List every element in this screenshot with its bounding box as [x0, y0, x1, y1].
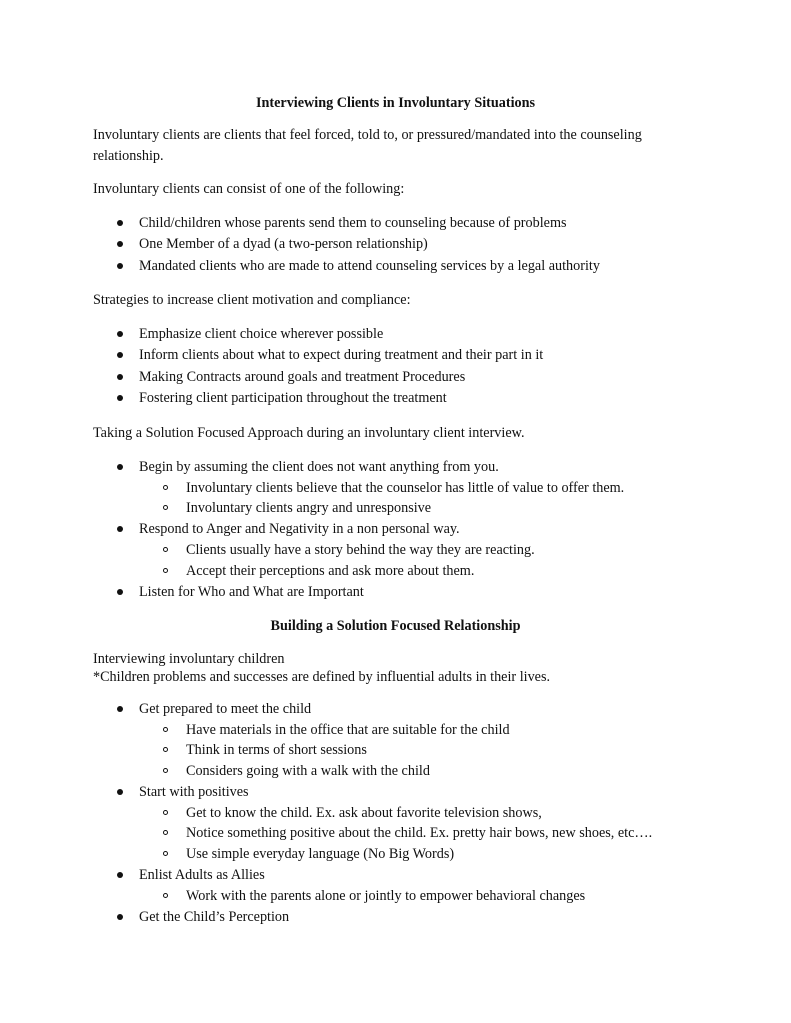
sub-bullet-icon — [163, 851, 168, 856]
list-item: Emphasize client choice wherever possible — [139, 326, 384, 342]
sub-list-item: Get to know the child. Ex. ask about favorite television shows, — [186, 805, 542, 821]
sub-list-item: Think in terms of short sessions — [186, 742, 367, 758]
document-title: Interviewing Clients in Involuntary Situations — [255, 95, 536, 111]
sub-list-item: Use simple everyday language (No Big Words) — [186, 846, 455, 862]
bullet-icon — [117, 872, 123, 878]
solution-heading: Taking a Solution Focused Approach during an involuntary client interview. — [93, 425, 525, 441]
list-item: Mandated clients who are made to attend counseling services by a legal authority — [139, 258, 600, 274]
list-item: Listen for Who and What are Important — [139, 584, 364, 600]
sub-bullet-icon — [163, 505, 168, 510]
list-item: Fostering client participation throughout the treatment — [139, 390, 447, 406]
bullet-icon — [117, 331, 123, 337]
list-item: Child/children whose parents send them to counseling because of problems — [139, 215, 567, 231]
sub-bullet-icon — [163, 747, 168, 752]
sub-list-item: Considers going with a walk with the child — [186, 763, 430, 779]
bullet-icon — [117, 395, 123, 401]
bullet-icon — [117, 220, 123, 226]
consist-heading: Involuntary clients can consist of one of the following: — [93, 181, 405, 197]
bullet-icon — [117, 706, 123, 712]
bullet-icon — [117, 241, 123, 247]
sub-bullet-icon — [163, 830, 168, 835]
bullet-icon — [117, 352, 123, 358]
bullet-icon — [117, 526, 123, 532]
sub-list-item: Work with the parents alone or jointly to empower behavioral changes — [186, 888, 586, 904]
list-item: Enlist Adults as Allies — [139, 867, 265, 883]
sub-bullet-icon — [163, 810, 168, 815]
sub-list-item: Have materials in the office that are suitable for the child — [186, 722, 510, 738]
sub-bullet-icon — [163, 547, 168, 552]
sub-list-item: Notice something positive about the child. Ex. pretty hair bows, new shoes, etc…. — [186, 825, 653, 841]
bullet-icon — [117, 263, 123, 269]
sub-list-item: Accept their perceptions and ask more about them. — [186, 563, 475, 579]
list-item: Start with positives — [139, 784, 249, 800]
sub-list-item: Involuntary clients angry and unresponsive — [186, 500, 432, 516]
section-title: Building a Solution Focused Relationship — [270, 618, 521, 634]
bullet-icon — [117, 374, 123, 380]
bullet-icon — [117, 589, 123, 595]
children-note: *Children problems and successes are defined by influential adults in their lives. — [93, 669, 551, 685]
bullet-icon — [117, 464, 123, 470]
list-item: Inform clients about what to expect during treatment and their part in it — [139, 347, 544, 363]
strategies-heading: Strategies to increase client motivation and compliance: — [93, 292, 411, 308]
intro-paragraph: Involuntary clients are clients that feel forced, told to, or pressured/mandated into the counseling relationship. — [93, 127, 642, 164]
list-item: Get the Child’s Perception — [139, 909, 290, 925]
bullet-icon — [117, 789, 123, 795]
sub-bullet-icon — [163, 727, 168, 732]
children-heading: Interviewing involuntary children — [93, 651, 285, 667]
sub-bullet-icon — [163, 768, 168, 773]
list-item: One Member of a dyad (a two-person relationship) — [139, 236, 428, 252]
sub-list-item: Clients usually have a story behind the way they are reacting. — [186, 542, 535, 558]
sub-bullet-icon — [163, 568, 168, 573]
list-item: Begin by assuming the client does not want anything from you. — [139, 459, 499, 475]
sub-list-item: Involuntary clients believe that the counselor has little of value to offer them. — [186, 480, 625, 496]
list-item: Making Contracts around goals and treatment Procedures — [139, 369, 466, 385]
bullet-icon — [117, 914, 123, 920]
list-item: Respond to Anger and Negativity in a non personal way. — [139, 521, 460, 537]
list-item: Get prepared to meet the child — [139, 701, 312, 717]
sub-bullet-icon — [163, 893, 168, 898]
sub-bullet-icon — [163, 485, 168, 490]
